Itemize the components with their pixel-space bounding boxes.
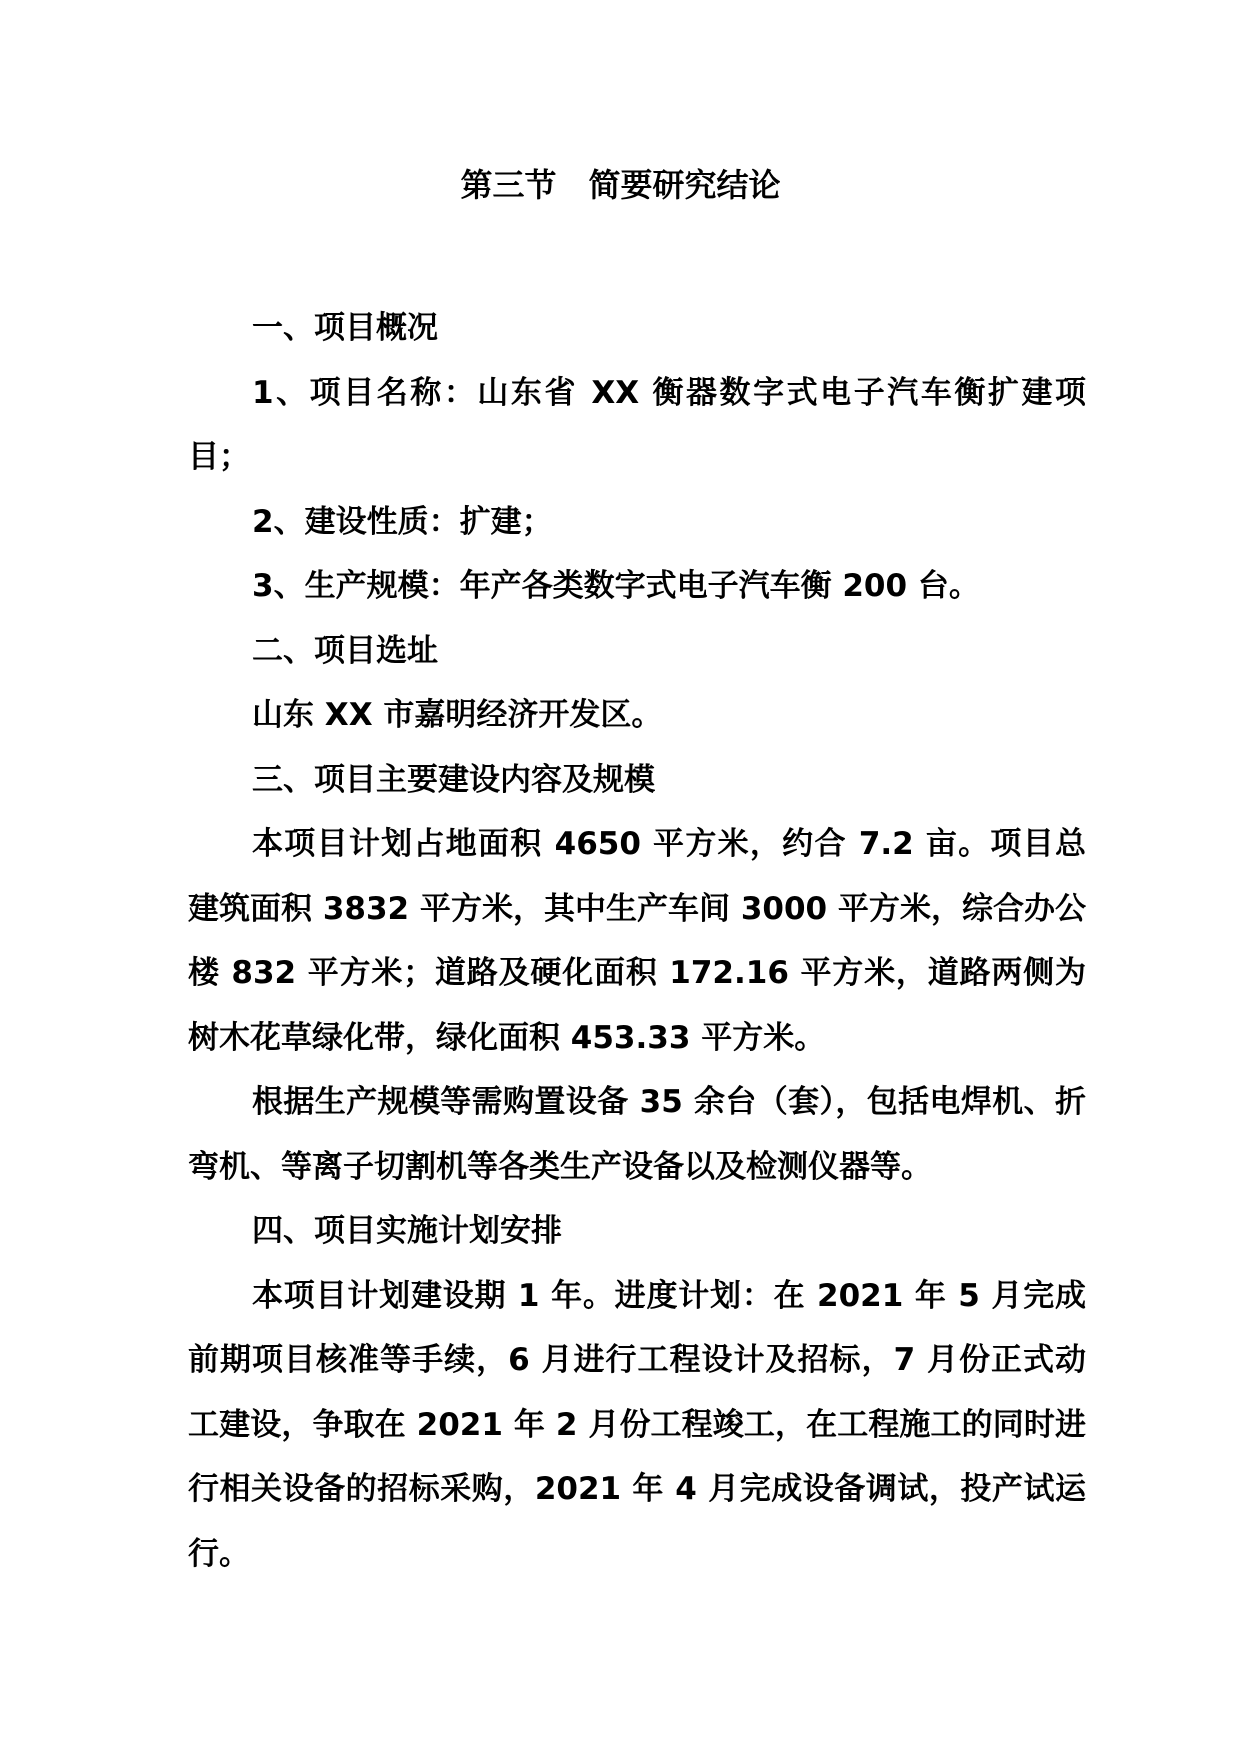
paragraph-land-area: 本项目计划占地面积 4650 平方米，约合 7.2 亩。项目总建筑面积 3832 平方米，其中生产车间 3000 平方米，综合办公楼 832 平方米；道路及硬化面积 172.16 平方米，道路两侧为树木花草绿化带，绿化面积 453.33 平方米。 [188, 826, 1086, 1056]
paragraph-equipment: 根据生产规模等需购置设备 35 余台（套），包括电焊机、折弯机、等离子切割机等各类生产设备以及检测仪器等。 [188, 1084, 1086, 1185]
heading-project-site: 二、项目选址 [252, 632, 438, 669]
heading-implementation-plan: 四、项目实施计划安排 [252, 1213, 562, 1249]
paragraph-project-site: 山东 XX 市嘉明经济开发区。 [252, 697, 663, 733]
heading-construction-content: 三、项目主要建设内容及规模 [252, 761, 655, 798]
item-construction-nature: 2、建设性质：扩建； [252, 503, 553, 540]
item-project-name: 1、项目名称：山东省 XX 衡器数字式电子汽车衡扩建项目； [188, 374, 1086, 475]
section-title: 第三节 简要研究结论 [460, 166, 781, 204]
item-production-scale: 3、生产规模：年产各类数字式电子汽车衡 200 台。 [252, 568, 980, 604]
heading-project-overview: 一、项目概况 [252, 310, 438, 346]
paragraph-schedule: 本项目计划建设期 1 年。进度计划：在 2021 年 5 月完成前期项目核准等手续，6 月进行工程设计及招标，7 月份正式动工建设，争取在 2021 年 2 月份工程竣工，在工程施工的同时进行相关设备的招标采购，2021 年 4 月完成设备调试，投产试运行。 [188, 1277, 1086, 1572]
body-text [188, 296, 1086, 1586]
